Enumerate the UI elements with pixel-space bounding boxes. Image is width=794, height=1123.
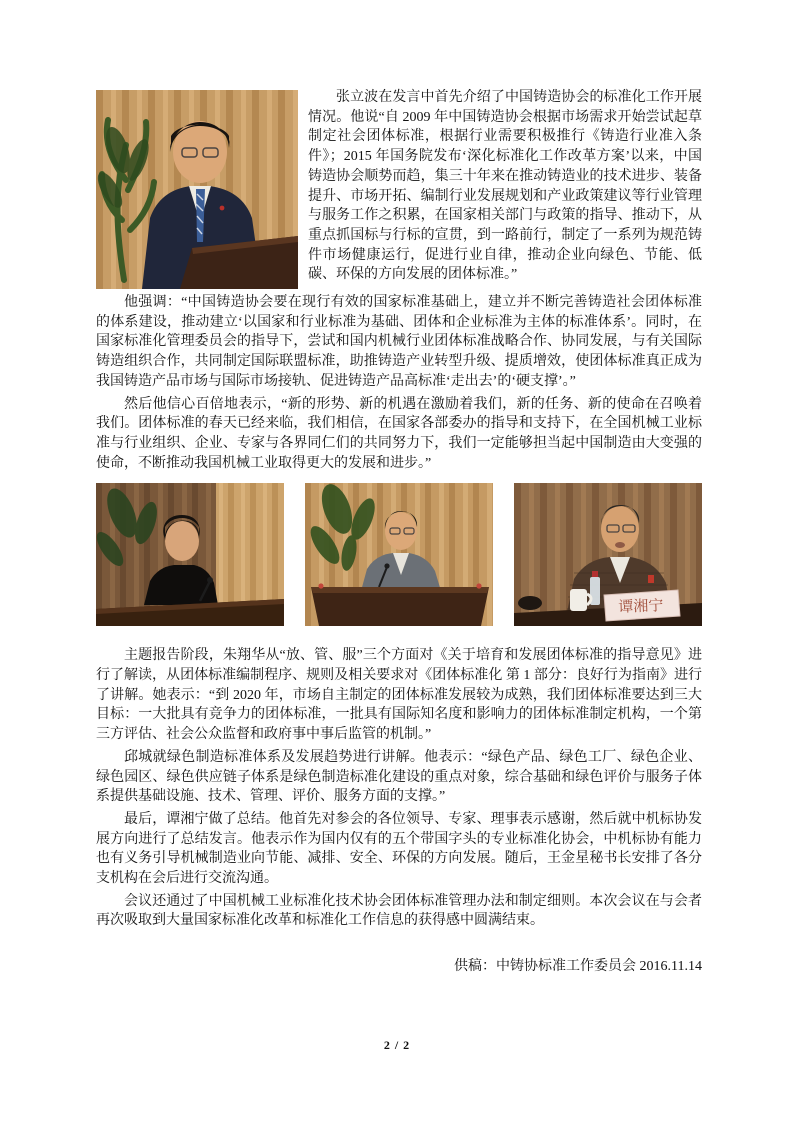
photo-speaker-woman bbox=[96, 483, 284, 626]
name-card bbox=[604, 590, 680, 621]
name-card-text: 谭湘宁 bbox=[618, 598, 664, 617]
photo-speaker-podium bbox=[96, 90, 298, 289]
paragraph-5: 邱城就绿色制造标准体系及发展趋势进行讲解。他表示：“绿色产品、绿色工厂、绿色企业、绿色园区、绿色供应链子体系是绿色制造标准化建设的重点对象，综合基础和绿色评价与服务子体系提供基础设施、技术、管理、评价、服务方面的支撑。” bbox=[96, 749, 702, 805]
paragraph-1 bbox=[96, 88, 702, 285]
paragraph-2: 他强调：“中国铸造协会要在现行有效的国家标准基础上，建立并不断完善铸造社会团体标准的体系建设，推动建立‘以国家和行业标准为基础、团体和企业标准为主体的标准体系’。同时，在国家标准化管理委员会的指导下，尝试和国内机械行业团体标准战略合作、协同发展，与有关国际铸造组织合作，共同制定国际联盟标准，助推铸造产业转型升级、提质增效，使团体标准真正成为我国铸造产品市场与国际市场接轨、促进铸造产品高标准‘走出去’的‘硬支撑’。” bbox=[96, 295, 702, 389]
page-number: 2 / 2 bbox=[383, 1038, 411, 1052]
paragraph-6: 最后，谭湘宁做了总结。他首先对参会的各位领导、专家、理事表示感谢，然后就中机标协发展方向进行了总结发言。他表示作为国内仅有的五个带国字头的专业标准化协会，中机标协有能力也有义务引导机械制造业向节能、减排、安全、环保的方向发展。随后，王金星秘书长安排了各分支机构在会后进行交流沟通。 bbox=[96, 811, 702, 887]
photo-row bbox=[96, 483, 702, 626]
photo-tan-xiangning bbox=[514, 483, 702, 626]
paragraph-1-text: 张立波在发言中首先介绍了中国铸造协会的标准化工作开展情况。他说“自 2009 年中国铸造协会根据市场需求开始尝试起草制定社会团体标准，根据行业需要积极推行《铸造行业准入条件》；2015 年国务院发布‘深化标准化工作改革方案’以来，中国铸造协会顺势而趋，集三十年来在推动铸造业的技术进步、装备提升、市场开拓、编制行业发展规划和产业政策建议等行业管理与服务工作之积累，在国家相关部门与政策的指导、推动下，从重点抓国标与行标的宣贯，到一路前行，制定了一系列为规范铸件市场健康运行，促进行业自律，推动企业向绿色、节能、低碳、环保的方向发展的团体标准。” bbox=[308, 90, 702, 283]
photo-speaker-podium-image bbox=[96, 90, 298, 289]
article-content bbox=[96, 88, 702, 977]
paragraph-4: 主题报告阶段，朱翔华从“放、管、服”三个方面对《关于培育和发展团体标准的指导意见》进行了解读，从团体标准编制程序、规则及相关要求对《团体标准化 第 1 部分：良好行为指南》进行了讲解。她表示：“到 2020 年，市场自主制定的团体标准发展较为成熟，我们团体标准要达到三大目标：一大批具有竞争力的团体标准，一批具有国际知名度和影响力的团体标准制定机构，一个第三方评估、社会公众监督和政府事中事后监管的机制。” bbox=[96, 648, 702, 743]
paragraph-7: 会议还通过了中国机械工业标准化技术协会团体标准管理办法和制定细则。本次会议在与会者再次吸取到大量国家标准化改革和标准化工作信息的获得感中圆满结束。 bbox=[96, 893, 702, 929]
byline: 供稿：中铸协标准工作委员会 2016.11.14 bbox=[454, 959, 702, 975]
photo-speaker-gray-suit bbox=[305, 483, 493, 626]
paragraph-3: 然后他信心百倍地表示，“新的形势、新的机遇在激励着我们，新的任务、新的使命在召唤着我们。团体标准的春天已经来临，我们相信，在国家各部委办的指导和支持下，在全国机械工业标准与行业组织、企业、专家与各界同仁们的共同努力下，我们一定能够担当起中国制造由大变强的使命，不断推动我国机械工业取得更大的发展和进步。” bbox=[96, 396, 702, 471]
